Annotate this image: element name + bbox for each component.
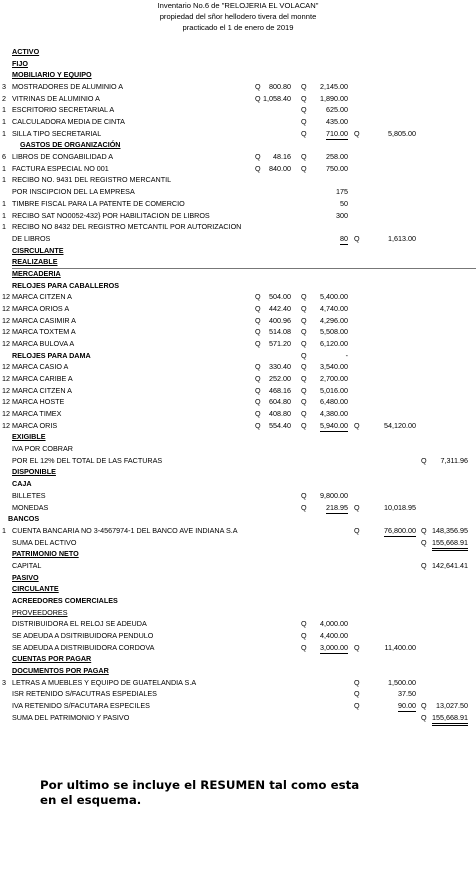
ledger-row [0,186,476,197]
ledger-row [0,385,476,396]
ledger-row [0,630,476,641]
row-label: FACTURA ESPECIAL NO 001 [12,163,109,173]
amount: 258.00 [326,152,348,162]
row-label: RELOJES PARA CABALLEROS [12,280,120,290]
ledger-row [0,478,476,489]
row-label: BILLETES [12,490,46,500]
section-divider [12,268,476,269]
ledger-row [0,700,476,711]
amount-currency: Q [301,420,307,430]
row-label: PASIVO [12,572,39,582]
row-label: MARCA ORIOS A [12,303,70,313]
amount-currency: Q [301,642,307,652]
subtotal: 37.50 [398,689,416,699]
amount-currency: Q [301,327,307,337]
subtotal: 90.00 [398,701,416,711]
amount: 435.00 [326,117,348,127]
row-label: SE ADEUDA A DSITRIBUIDORA PENDULO [12,631,154,640]
amount: 9,800.00 [320,490,348,500]
row-label: ESCRITORIO SECRETARIAL A [12,105,115,115]
ledger-row [0,151,476,162]
row-label: MERCADERIA [12,268,61,278]
row-quantity: 12 [2,409,10,419]
amount: - [345,350,348,360]
ledger-row [0,139,476,150]
amount: 175 [336,187,348,197]
amount-currency: Q [301,303,307,313]
subtotal-currency: Q [354,642,360,652]
ledger-row [0,69,476,80]
ledger-row [0,291,476,302]
row-label: EXIGIBLE [12,432,46,442]
ledger-row [0,712,476,723]
unit-price-currency: Q [255,362,261,372]
row-quantity: 12 [2,339,10,348]
unit-price: 400.96 [269,315,291,325]
row-quantity: 1 [2,163,6,173]
unit-price-currency: Q [255,374,261,384]
ledger-row [0,210,476,221]
row-label: PROVEEDORES [12,607,68,617]
amount-currency: Q [301,82,307,92]
amount: 4,740.00 [320,303,348,313]
row-label: ISR RETENIDO S/FACUTRAS ESPEDIALES [12,689,157,699]
title-line-1: Inventario No.6 de "RELOJERIA EL VOLACAN" [157,1,319,10]
row-label: MARCA CASIO A [12,362,69,372]
subtotal: 1,500.00 [388,677,416,687]
row-label: DOCUMENTOS POR PAGAR [12,666,109,676]
amount: 4,296.00 [320,315,348,325]
ledger-row [0,595,476,606]
subtotal: 76,800.00 [384,525,416,535]
row-quantity: 3 [2,82,6,92]
amount-currency: Q [301,490,307,500]
ledger-row [0,128,476,139]
row-label: GASTOS DE ORGANIZACIÓN [20,140,121,150]
amount-currency: Q [301,152,307,162]
row-label: RECIBO NO. 9431 DEL REGISTRO MERCANTIL [12,175,172,185]
ledger-row [0,268,476,279]
ledger-row [0,431,476,442]
unit-price: 504.00 [269,292,291,302]
row-label: RECIBO NO 8432 DEL REGISTRO METCANTIL POR AUTORIZACION [12,222,242,232]
amount: 4,380.00 [320,409,348,419]
amount-currency: Q [301,105,307,115]
row-label: IVA RETENIDO S/FACUTARA ESPECILES [12,701,150,711]
total: 148,356.95 [432,525,468,535]
row-quantity: 6 [2,152,6,162]
ledger-row [0,466,476,477]
amount-currency: Q [301,128,307,138]
ledger-row [0,315,476,326]
amount: 2,145.00 [320,82,348,92]
subtotal: 54,120.00 [384,420,416,430]
ledger-row [0,665,476,676]
row-quantity: 1 [2,128,6,138]
row-label: CIRCULANTE [12,584,59,594]
title-line-2: propiedad del sñor hellodero tivera del monnte [159,12,317,21]
unit-price-currency: Q [255,152,261,162]
total: 155,668.91 [432,537,468,551]
ledger-row [0,572,476,583]
amount: 5,016.00 [320,385,348,395]
unit-price-currency: Q [255,397,261,407]
row-quantity: 12 [2,327,10,337]
amount: 5,940.00 [320,420,348,430]
amount-currency: Q [301,315,307,325]
unit-price: 514.08 [269,327,291,337]
row-quantity: 12 [2,362,10,372]
unit-price: 604.80 [269,397,291,407]
row-quantity: 12 [2,303,10,313]
amount: 1,890.00 [320,93,348,103]
ledger-row [0,233,476,244]
ledger-row [0,256,476,267]
row-label: MARCA CASIMIR A [12,315,76,325]
row-label: CUENTA BANCARIA NO 3-4567974-1 DEL BANCO AVE INDIANA S.A [12,525,238,535]
row-quantity: 1 [2,175,6,185]
row-label: MARCA CITZEN A [12,292,72,302]
total-currency: Q [421,712,427,722]
unit-price: 330.40 [269,362,291,372]
ledger-row [0,93,476,104]
subtotal-currency: Q [354,525,360,535]
amount: 218.95 [326,502,348,512]
row-label: IVA POR COBRAR [12,444,73,454]
row-label: PATRIMONIO NETO [12,549,79,559]
row-label: MARCA HOSTE [12,397,65,407]
amount: 6,120.00 [320,339,348,348]
subtotal-currency: Q [354,420,360,430]
ledger-row [0,420,476,431]
amount: 3,000.00 [320,642,348,652]
ledger-row [0,525,476,536]
row-label: MOSTRADORES DE ALUMINIO A [12,82,124,92]
amount-currency: Q [301,117,307,127]
row-label: MARCA ORIS [12,420,58,430]
unit-price-currency: Q [255,420,261,430]
ledger-row [0,303,476,314]
row-label: DISPONIBLE [12,467,56,477]
total-currency: Q [421,455,427,465]
amount: 5,400.00 [320,292,348,302]
amount: 2,700.00 [320,374,348,384]
ledger-row [0,116,476,127]
total: 155,668.91 [432,712,468,726]
ledger-row [0,653,476,664]
ledger-row [0,198,476,209]
total: 7,311.96 [440,455,468,465]
amount-currency: Q [301,374,307,384]
subtotal-currency: Q [354,233,360,243]
amount: 750.00 [326,163,348,173]
ledger-row [0,361,476,372]
row-quantity: 12 [2,315,10,325]
unit-price-currency: Q [255,303,261,313]
ledger-row [0,583,476,594]
ledger-row [0,46,476,57]
row-label: LIBROS DE CONGABILIDAD A [12,152,114,162]
row-label: BANCOS [8,514,40,524]
row-label: CAPITAL [12,560,42,570]
ledger-row [0,688,476,699]
row-label: MARCA CITZEN A [12,385,72,395]
row-quantity: 1 [2,210,6,220]
total-currency: Q [421,537,427,547]
row-quantity: 12 [2,385,10,395]
amount-currency: Q [301,502,307,512]
ledger-row [0,221,476,232]
subtotal: 1,613.00 [388,233,416,243]
total-currency: Q [421,560,427,570]
row-label: MARCA TIMEX [12,409,62,419]
unit-price: 48.16 [273,152,291,162]
ledger-row [0,81,476,92]
amount: 6,480.00 [320,397,348,407]
subtotal: 10,018.95 [384,502,416,512]
unit-price: 1,058.40 [263,93,291,103]
row-quantity: 12 [2,374,10,384]
row-label: FIJO [12,58,28,68]
unit-price: 252.00 [269,374,291,384]
row-label: DISTRIBUIDORA EL RELOJ SE ADEUDA [12,619,147,629]
amount: 50 [340,198,348,208]
row-label: VITRINAS DE ALUMINIO A [12,93,100,103]
amount: 300 [336,210,348,220]
unit-price-currency: Q [255,163,261,173]
ledger-row [0,618,476,629]
ledger-row [0,373,476,384]
total-currency: Q [421,701,427,711]
amount-currency: Q [301,339,307,348]
amount: 5,508.00 [320,327,348,337]
row-label: SUMA DEL ACTIVO [12,537,77,547]
ledger-row [0,104,476,115]
unit-price-currency: Q [255,315,261,325]
amount: 4,400.00 [320,631,348,640]
row-label: MARCA BULOVA A [12,339,75,348]
row-label: RECIBO SAT NO0052-432} POR HABILITACION DE LIBROS [12,210,210,220]
ledger-row [0,455,476,466]
row-label: MONEDAS [12,502,49,512]
amount-currency: Q [301,631,307,640]
total: 13,027.50 [436,701,468,711]
ledger-row [0,607,476,618]
row-label: CUENTAS POR PAGAR [12,654,92,664]
subtotal: 11,400.00 [384,642,416,652]
unit-price: 840.00 [269,163,291,173]
row-label: SE ADEUDA A DISTRIBUIDORA CORDOVA [12,642,155,652]
row-label: SILLA TIPO SECRETARIAL [12,128,102,138]
amount-currency: Q [301,385,307,395]
ledger-row [0,58,476,69]
row-quantity: 12 [2,292,10,302]
row-quantity: 2 [2,93,6,103]
row-quantity: 1 [2,525,6,535]
ledger-row [0,163,476,174]
row-quantity: 12 [2,420,10,430]
row-label: ACTIVO [12,47,40,56]
row-label: MARCA TOXTEM A [12,327,76,337]
amount-currency: Q [301,292,307,302]
row-quantity: 1 [2,222,6,232]
ledger-row [0,350,476,361]
amount: 4,000.00 [320,619,348,629]
amount-currency: Q [301,163,307,173]
row-label: MARCA CARIBE A [12,374,73,384]
row-quantity: 3 [2,677,6,687]
unit-price-currency: Q [255,339,261,348]
row-label: CALCULADORA MEDIA DE CINTA [12,117,125,127]
ledger-row [0,408,476,419]
ledger-row [0,513,476,524]
ledger-row [0,396,476,407]
unit-price-currency: Q [255,292,261,302]
unit-price-currency: Q [255,82,261,92]
row-label: SUMA DEL PATRIMONIO Y PASIVO [12,712,130,722]
amount: 625.00 [326,105,348,115]
ledger-row [0,537,476,548]
row-label: MOBILIARIO Y EQUIPO [12,70,92,80]
ledger-row [0,560,476,571]
subtotal: 5,805.00 [388,128,416,138]
amount-currency: Q [301,93,307,103]
ledger-row [0,174,476,185]
unit-price: 442.40 [269,303,291,313]
unit-price: 468.16 [269,385,291,395]
amount-currency: Q [301,397,307,407]
subtotal-currency: Q [354,701,360,711]
row-quantity: 1 [2,117,6,127]
row-label: POR EL 12% DEL TOTAL DE LAS FACTURAS [12,455,163,465]
unit-price: 554.40 [269,420,291,430]
ledger-row [0,338,476,349]
subtotal-currency: Q [354,502,360,512]
unit-price-currency: Q [255,385,261,395]
row-label: REALIZABLE [12,257,58,267]
total: 142,641.41 [432,560,468,570]
unit-price: 800.80 [269,82,291,92]
ledger-row [0,443,476,454]
amount: 710.00 [326,128,348,138]
ledger-row [0,490,476,501]
subtotal-currency: Q [354,689,360,699]
row-quantity: 1 [2,105,6,115]
amount-currency: Q [301,350,307,360]
row-label: ACREEDORES COMERCIALES [12,595,118,605]
total-currency: Q [421,525,427,535]
ledger-row [0,677,476,688]
amount-currency: Q [301,409,307,419]
row-label: TIMBRE FISCAL PARA LA PATENTE DE COMERCIO [12,198,185,208]
summary-note: Por ultimo se incluye el RESUMEN tal como esta en el esquema. [40,778,360,807]
amount-currency: Q [301,619,307,629]
unit-price-currency: Q [255,327,261,337]
ledger-row [0,548,476,559]
unit-price-currency: Q [255,409,261,419]
row-label: CISRCULANTE [12,245,64,255]
ledger-row [0,326,476,337]
row-label: LETRAS A MUEBLES Y EQUIPO DE GUATELANDIA S.A [12,677,197,687]
amount: 80 [340,233,348,243]
unit-price: 571.20 [269,339,291,348]
unit-price: 408.80 [269,409,291,419]
ledger-row [0,642,476,653]
subtotal-currency: Q [354,677,360,687]
amount: 3,540.00 [320,362,348,372]
subtotal-currency: Q [354,128,360,138]
row-label: RELOJES PARA DAMA [12,350,91,360]
row-label: CAJA [12,479,32,489]
ledger-row [0,502,476,513]
row-quantity: 1 [2,198,6,208]
ledger-row [0,245,476,256]
row-quantity: 12 [2,397,10,407]
ledger-row [0,280,476,291]
row-label: POR INSCIPCION DEL LA EMPRESA [12,187,135,197]
title-line-3: practicado el 1 de enero de 2019 [182,23,294,32]
row-label: DE LIBROS [12,233,51,243]
unit-price-currency: Q [255,93,261,103]
amount-currency: Q [301,362,307,372]
